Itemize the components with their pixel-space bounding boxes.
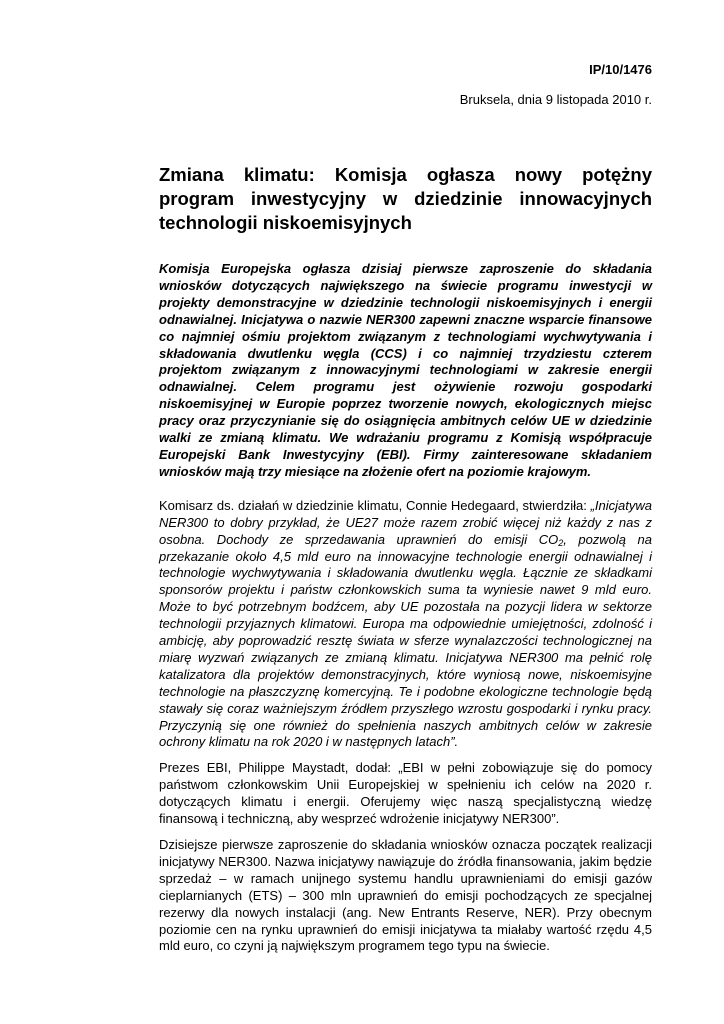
dateline: Bruksela, dnia 9 listopada 2010 r. (459, 92, 652, 107)
article-body (159, 163, 652, 964)
article-title: Zmiana klimatu: Komisja ogłasza nowy potężny program inwestycyjny w dziedzinie innowacyjnych technologii niskoemisyjnych (159, 164, 652, 233)
co2-subscript: 2 (558, 537, 564, 548)
quote-intro: Komisarz ds. działań w dziedzinie klimatu, Connie Hedegaard, stwierdziła: (159, 497, 591, 513)
press-release-reference: IP/10/1476 (589, 62, 652, 77)
ebi-president-paragraph: Prezes EBI, Philippe Maystadt, dodał: „EBI w pełni zobowiązuje się do pomocy państwom członkowskim Unii Europejskiej w spełnieniu ich celów na 2020 r. dotyczących klimatu i energii. Oferujemy więc naszą specjalistyczną wiedzę finansową i techniczną, aby wesprzeć wdrożenie inicjatywy NER300”. (159, 760, 652, 827)
quote-text-part1: „Inicjatywa NER300 to dobry przykład, że UE27 może razem zrobić więcej niż każdy z nas z osobna. Dochody ze sprzedawania uprawnień do emisji CO (159, 497, 652, 547)
quote-text-part2: , pozwolą na przekazanie około 4,5 mld euro na innowacyjne technologie energii odnawialnej i technologie wychwytywania i składowania dwutlenku węgla. Łącznie ze składkami sponsorów projektu i państw członkowskich suma ta wyniesie nawet 9 mld euro. Może to być potrzebnym bodźcem, aby UE pozostała na pozycji lidera w sektorze technologii przyjaznych klimatowi. Europa ma odpowiednie umiejętności, zdolność i ambicję, aby poprowadzić resztę świata w sferze wynalazczości technologicznej na miarę wyzwań związanych ze zmianą klimatu. Inicjatywa NER300 ma pełnić rolę katalizatora dla projektów demonstracyjnych, które wyniosą nowe, niskoemisyjne technologie na płaszczyznę komercyjną. Te i podobne ekologiczne technologie będą stawały się coraz ważniejszym źródłem przyszłego wzrostu gospodarki i rynku pracy. Przyczynią się one również do spełnienia naszych ambitnych celów w zakresie ochrony klimatu na rok 2020 i w następnych latach”. (159, 531, 652, 750)
commissioner-quote-paragraph (159, 498, 652, 752)
ner300-launch-paragraph: Dzisiejsze pierwsze zaproszenie do składania wniosków oznacza początek realizacji inicjatywy NER300. Nazwa inicjatywy nawiązuje do źródła finansowania, jakim będzie sprzedaż – w ramach unijnego systemu handlu uprawnieniami do emisji gazów cieplarnianych (ETS) – 300 mln uprawnień do emisji pochodzących ze specjalnej rezerwy dla nowych instalacji (ang. New Entrants Reserve, NER). Przy obecnym poziomie cen na rynku uprawnień do emisji inicjatywa ta miałaby wartość rzędu 4,5 mld euro, co czyni ją największym programem tego typu na świecie. (159, 837, 652, 954)
lead-paragraph: Komisja Europejska ogłasza dzisiaj pierwsze zaproszenie do składania wniosków dotyczących największego na świecie programu inwestycji w projekty demonstracyjne w dziedzinie technologii niskoemisyjnych i energii odnawialnej. Inicjatywa o nazwie NER300 zapewni znaczne wsparcie finansowe co najmniej ośmiu projektom związanym z technologiami wychwytywania i składowania dwutlenku węgla (CCS) i co najmniej trzydziestu czterem projektom związanym z innowacyjnymi technologiami w zakresie energii odnawialnej. Celem programu jest ożywienie rozwoju gospodarki niskoemisyjnej w Europie poprzez tworzenie nowych, ekologicznych miejsc pracy oraz przyczynianie się do osiągnięcia ambitnych celów UE w dziedzinie walki ze zmianą klimatu. We wdrażaniu programu z Komisją współpracuje Europejski Bank Inwestycyjny (EBI). Firmy zainteresowane składaniem wniosków mają trzy miesiące na złożenie ofert na poziomie krajowym. (159, 261, 652, 479)
commissioner-quote (159, 498, 652, 750)
